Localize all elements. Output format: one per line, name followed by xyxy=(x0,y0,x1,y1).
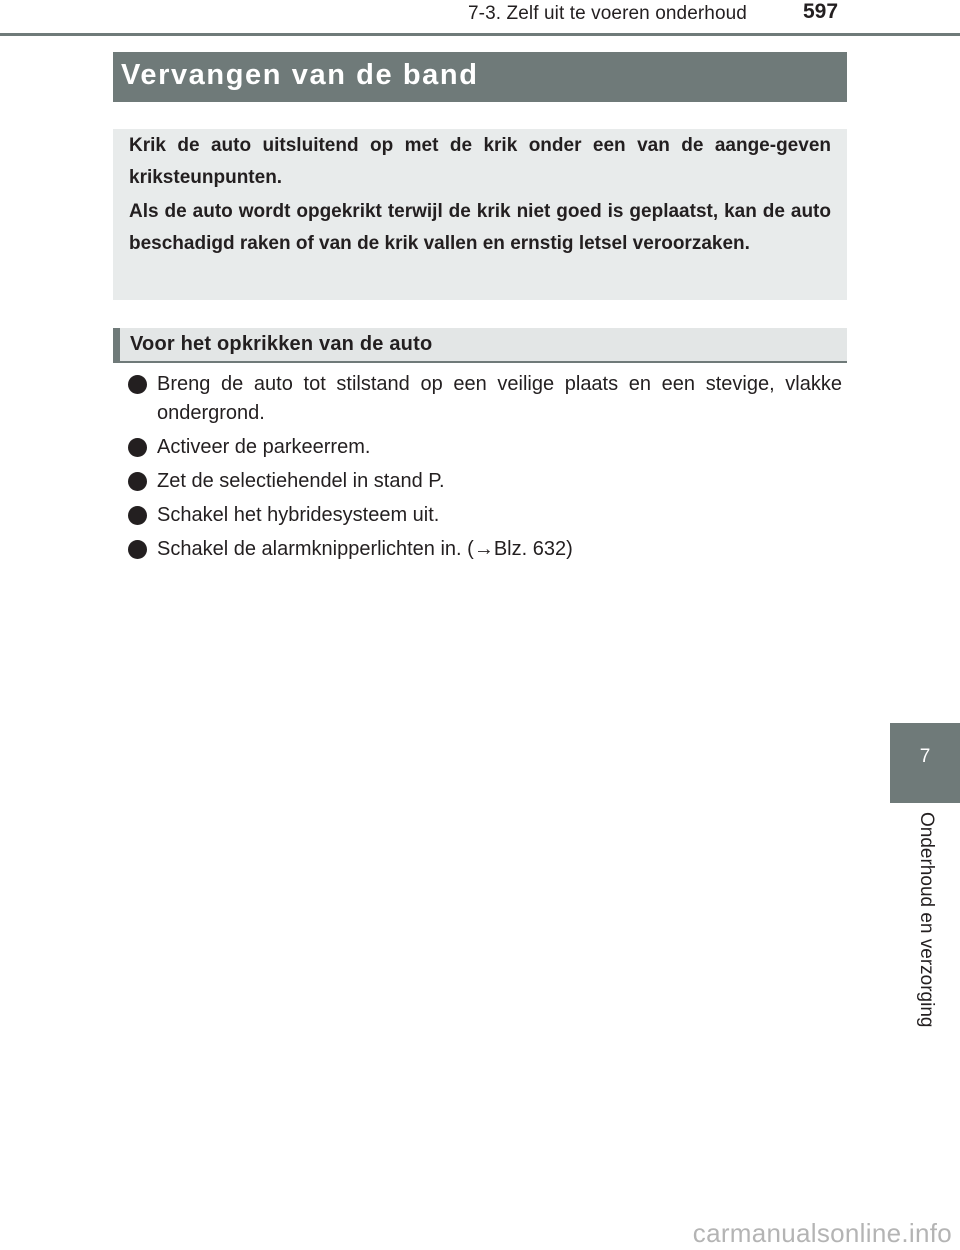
list-item-text: Zet de selectiehendel in stand P. xyxy=(157,470,445,492)
chapter-number: 7 xyxy=(919,746,931,767)
warning-paragraph: Als de auto wordt opgekrikt terwijl de krik niet goed is geplaatst, kan de auto beschadigd raken of van de krik vallen en ernstig letsel veroorzaken. xyxy=(129,201,831,254)
bullet-icon xyxy=(128,506,147,525)
list-item-text: Schakel het hybridesysteem uit. xyxy=(157,504,440,526)
page-number: 597 xyxy=(803,0,839,23)
bullet-icon xyxy=(128,438,147,457)
subheading: Voor het opkrikken van de auto xyxy=(130,333,433,355)
header-divider xyxy=(0,33,960,36)
list-item xyxy=(128,370,842,428)
list-item xyxy=(128,433,842,462)
watermark: carmanualsonline.info xyxy=(692,1218,952,1248)
subheading-bar xyxy=(113,328,847,363)
warning-paragraph: Krik de auto uitsluitend op met de krik onder een van de aange-geven kriksteunpunten. xyxy=(129,135,831,188)
page-title-bar xyxy=(113,52,847,102)
list-item-text: Activeer de parkeerrem. xyxy=(157,436,371,458)
chapter-tab xyxy=(890,723,960,803)
section-title: 7-3. Zelf uit te voeren onderhoud xyxy=(468,3,747,24)
list-item-text: Schakel de alarmknipperlichten in. (→Blz. 632) xyxy=(157,538,573,560)
list-item-text: Breng de auto tot stilstand op een veilige plaats en een stevige, vlakke ondergrond. xyxy=(157,373,842,424)
list-item xyxy=(128,501,842,530)
chapter-label-area xyxy=(890,812,960,1052)
bullet-icon xyxy=(128,375,147,394)
warning-box xyxy=(113,129,847,300)
chapter-title: Onderhoud en verzorging xyxy=(916,812,937,1028)
page-title: Vervangen van de band xyxy=(121,59,479,91)
subheading-accent xyxy=(113,328,120,363)
bullet-icon xyxy=(128,540,147,559)
bullet-icon xyxy=(128,472,147,491)
bullet-list xyxy=(128,370,842,569)
list-item xyxy=(128,535,842,564)
list-item xyxy=(128,467,842,496)
